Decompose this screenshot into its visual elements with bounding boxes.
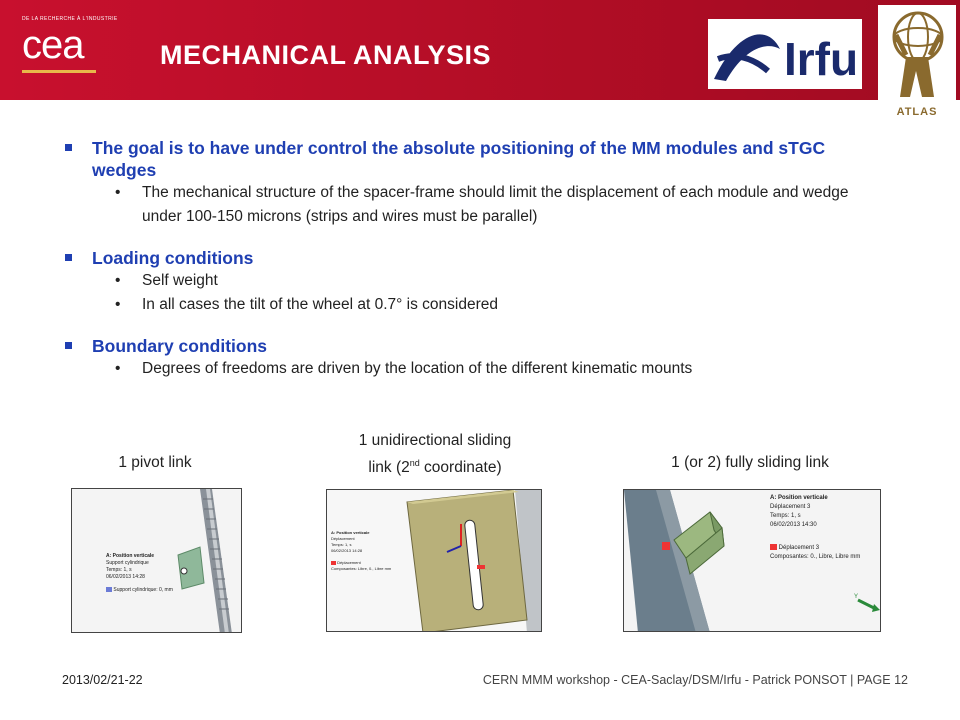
cea-logo <box>20 26 102 78</box>
sub-bullet-spacer-frame: • The mechanical structure of the spacer-frame should limit the displacement of each module and wedge under 100-150 microns (strips and wires must be parallel) <box>62 181 862 229</box>
footer-credit: CERN MMM workshop - CEA-Saclay/DSM/Irfu - Patrick PONSOT | PAGE 12 <box>482 673 908 687</box>
legend-swatch-icon <box>331 561 336 565</box>
cea-logo-text: cea <box>22 26 84 67</box>
pivot-link-screenshot: A: Position verticale Support cylindrique Temps: 1, s 06/02/2013 14:28 Support cylindrique: 0, mm <box>71 488 242 633</box>
irfu-logo-icon <box>708 19 862 89</box>
sub-bullet-tilt: • In all cases the tilt of the wheel at 0.7° is considered <box>62 293 862 317</box>
unidirectional-link-screenshot: A: Position verticale Déplacement Temps: 1, s 06/02/2013 14:28 Déplacement Composantes: Libre, 0., Libre mm <box>326 489 542 632</box>
cea-tagline: DE LA RECHERCHE À L'INDUSTRIE <box>22 16 118 22</box>
bullet-goal: The goal is to have under control the absolute positioning of the MM modules and sTGC wedges <box>62 137 862 181</box>
dot-bullet-icon: • <box>115 360 121 377</box>
dot-bullet-icon: • <box>115 272 121 289</box>
dot-bullet-icon: • <box>115 296 121 313</box>
square-bullet-icon <box>65 144 72 151</box>
dot-bullet-icon: • <box>115 184 121 201</box>
pivot-link-model <box>72 489 242 633</box>
caption-fully-sliding-link: 1 (or 2) fully sliding link <box>671 454 829 471</box>
caption-unidirectional-link: 1 unidirectional sliding link (2nd coordinate) <box>358 432 512 477</box>
square-bullet-icon <box>65 254 72 261</box>
atlas-figure-icon <box>878 5 956 105</box>
atlas-logo-text: ATLAS <box>896 106 938 118</box>
bullet-loading-conditions: Loading conditions <box>62 247 862 269</box>
caption-pivot-link: 1 pivot link <box>118 454 192 471</box>
square-bullet-icon <box>65 342 72 349</box>
legend-swatch-icon <box>770 544 777 550</box>
y-axis-label: Y <box>854 594 859 600</box>
atlas-logo <box>878 5 956 123</box>
page-title: MECHANICAL ANALYSIS <box>160 40 492 70</box>
sub-bullet-degrees-of-freedom: • Degrees of freedoms are driven by the location of the different kinematic mounts <box>62 357 862 381</box>
legend-swatch-icon <box>106 587 112 592</box>
irfu-logo <box>708 19 862 89</box>
header-banner <box>0 0 960 118</box>
bullet-boundary-conditions: Boundary conditions <box>62 335 862 357</box>
bullet-list <box>62 137 862 381</box>
fully-sliding-link-screenshot: Y A: Position verticale Déplacement 3 Temps: 1, s 06/02/2013 14:30 Déplacement 3 Composantes: 0., Libre, Libre mm <box>623 489 881 632</box>
footer-date: 2013/02/21-22 <box>62 673 143 687</box>
irfu-logo-text: Irfu <box>784 33 859 85</box>
sub-bullet-self-weight: • Self weight <box>62 269 862 293</box>
